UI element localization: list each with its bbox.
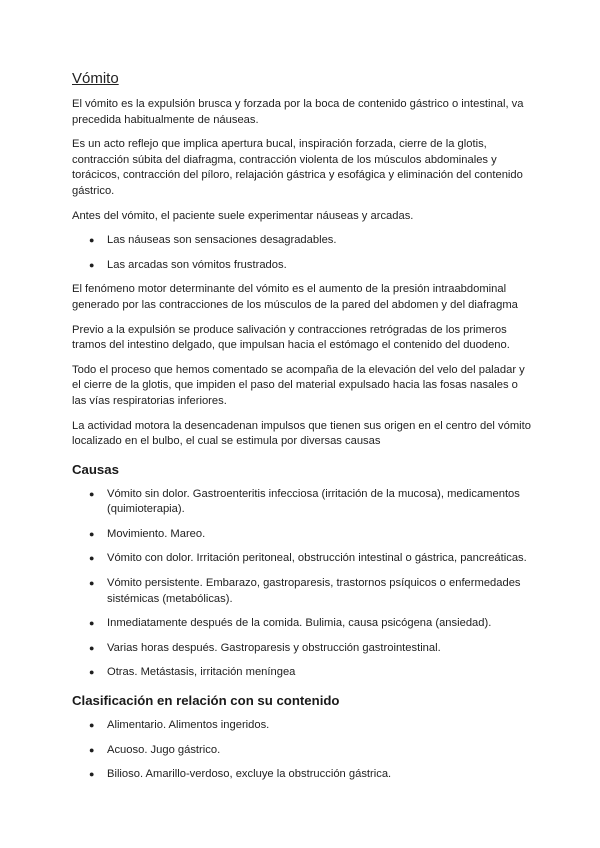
list-item-text: Acuoso. Jugo gástrico. [107, 743, 221, 756]
list-item-text: Vómito sin dolor. Gastroenteritis infecciosa (irritación de la mucosa), medicamentos (quimioterapia). [107, 487, 520, 516]
list-item-text: Alimentario. Alimentos ingeridos. [107, 719, 270, 732]
document-body [72, 97, 534, 792]
bullet-icon: ● [89, 553, 95, 564]
list-item-text: Bilioso. Amarillo-verdoso, excluye la obstrucción gástrica. [107, 768, 392, 781]
list-item [72, 527, 534, 543]
list-item [72, 576, 534, 607]
list-item-text: Otras. Metástasis, irritación meníngea [107, 666, 296, 679]
clasificacion-heading: Clasificación en relación con su contenido [72, 693, 340, 709]
bullet-icon: ● [89, 744, 95, 755]
list-item [72, 767, 534, 783]
bullet-icon: ● [89, 720, 95, 731]
causas-heading: Causas [72, 461, 119, 477]
bullet-icon: ● [89, 667, 95, 678]
bullet-icon: ● [89, 578, 95, 589]
list-item [72, 718, 534, 734]
body-paragraph: Previo a la expulsión se produce salivación y contracciones retrógradas de los primeros tramos del intestino delgado, que impulsan hacia el estómago el contenido del duodeno. [72, 323, 510, 352]
list-item [72, 487, 534, 518]
list-item-text: Las arcadas son vómitos frustrados. [107, 258, 287, 271]
bullet-icon: ● [89, 769, 95, 780]
clasificacion-list [72, 718, 534, 783]
bullet-icon: ● [89, 259, 95, 270]
list-item-text: Movimiento. Mareo. [107, 527, 206, 540]
bullet-icon: ● [89, 618, 95, 629]
body-paragraph: El fenómeno motor determinante del vómito es el aumento de la presión intraabdominal generado por las contracciones de los músculos de la pared del abdomen y del diafragma [72, 283, 518, 311]
list-item-text: Inmediatamente después de la comida. Bulimia, causa psicógena (ansiedad). [107, 617, 492, 630]
list-item [72, 616, 534, 632]
list-item [72, 743, 534, 759]
page-title: Vómito [72, 70, 119, 87]
list-item-text: Vómito persistente. Embarazo, gastroparesis, trastornos psíquicos o enfermedades sistémicas (metabólicas). [107, 577, 521, 605]
pre-bullet-list [72, 233, 534, 273]
list-item [72, 233, 534, 249]
intro-paragraph: El vómito es la expulsión brusca y forzada por la boca de contenido gástrico o intestinal, va precedida habitualmente de náuseas. [72, 98, 524, 126]
list-item [72, 665, 534, 681]
body-paragraph: La actividad motora la desencadenan impulsos que tienen sus origen en el centro del vómito localizado en el bulbo, el cual se estimula por diversas causas [72, 419, 531, 448]
list-item-text: Varias horas después. Gastroparesis y obstrucción gastrointestinal. [107, 641, 441, 654]
body-paragraph: Todo el proceso que hemos comentado se acompaña de la elevación del velo del paladar y el cierre de la glotis, que impiden el paso del material expulsado hacia las fosas nasales o las vías respiratorias inferiores. [72, 363, 525, 407]
bullet-icon: ● [89, 528, 95, 539]
bullet-icon: ● [89, 235, 95, 246]
list-item-text: Las náuseas son sensaciones desagradables. [107, 234, 337, 247]
list-item [72, 551, 534, 567]
list-item-text: Vómito con dolor. Irritación peritoneal, obstrucción intestinal o gástrica, pancreáticas. [107, 552, 527, 565]
intro-paragraph: Es un acto reflejo que implica apertura bucal, inspiración forzada, cierre de la glotis, contracción súbita del diafragma, contracción violenta de los músculos abdominales y torácicos, contracción del píloro, relajación gástrica y esofágica y eliminación del contenido gástrico. [72, 138, 523, 197]
causas-list [72, 487, 534, 681]
bullet-icon: ● [89, 488, 95, 499]
bullet-icon: ● [89, 642, 95, 653]
list-item [72, 258, 534, 274]
list-item [72, 641, 534, 657]
intro-paragraph: Antes del vómito, el paciente suele experimentar náuseas y arcadas. [72, 209, 414, 222]
